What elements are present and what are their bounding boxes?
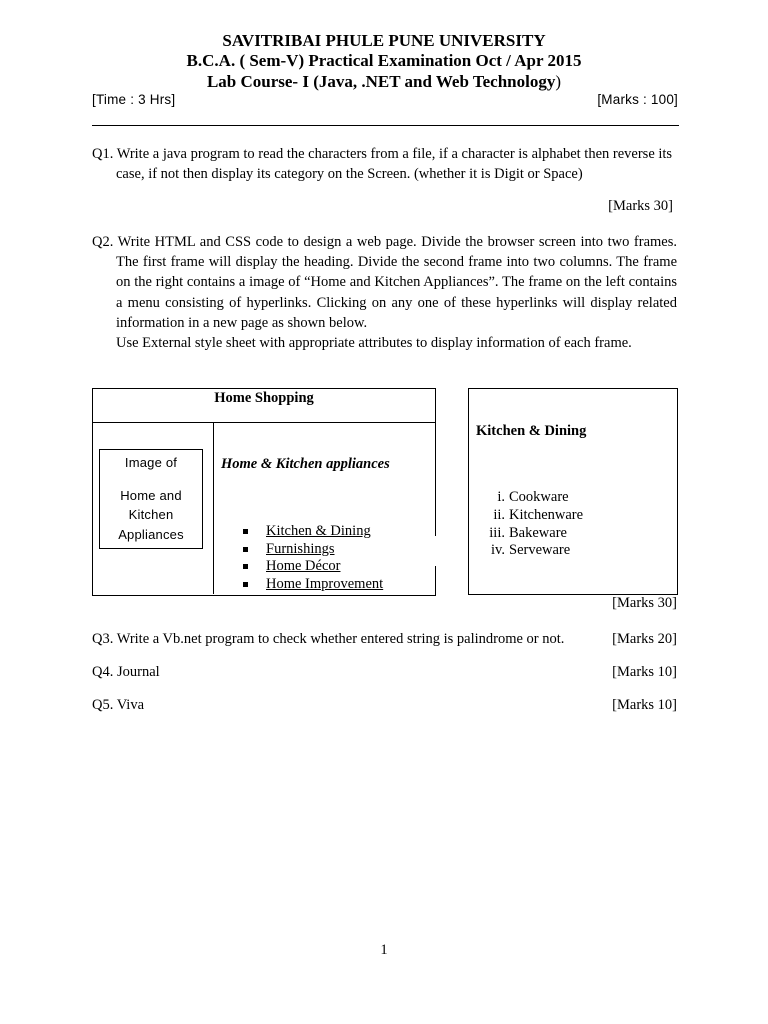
question-3-marks: [Marks 20] [612,631,677,647]
total-marks: [Marks : 100] [597,92,678,107]
question-2 [92,232,677,353]
category-number: ii. [493,506,505,523]
university-name: SAVITRIBAI PHULE PUNE UNIVERSITY [222,31,546,50]
heading-frame [92,388,436,423]
image-placeholder-line-1: Image of [124,455,178,470]
category-label: Bakeware [509,524,567,541]
question-2-stylesheet-note: Use External style sheet with appropriate attributes to display information of each frame. [116,335,632,352]
category-item [469,489,669,507]
image-placeholder [99,449,203,549]
course-title-close: ) [555,72,562,91]
image-placeholder-line-3: Kitchen [128,507,174,522]
menu-item [221,523,441,541]
bullet-icon [243,564,248,569]
category-label: Serveware [509,542,571,559]
question-4 [92,662,677,682]
question-3 [92,629,677,649]
details-frame [468,388,678,595]
category-list [469,489,669,560]
page-number: 1 [380,942,388,958]
image-placeholder-line-2: Home and [120,487,182,503]
category-item [469,542,669,560]
heading-frame-title: Home Shopping [214,390,314,406]
menu-item [221,576,441,594]
question-2-marks: [Marks 30] [612,595,677,611]
question-4-text: Q4. Journal [92,664,160,680]
category-item [469,525,669,543]
category-number: iv. [491,542,505,559]
category-item [469,507,669,525]
question-4-marks: [Marks 10] [612,664,677,680]
menu-item [221,558,441,576]
question-5-text: Q5. Viva [92,697,145,713]
question-5-marks: [Marks 10] [612,697,677,713]
menu-link[interactable]: Home Décor [266,558,341,574]
category-label: Cookware [509,489,569,505]
course-title [0,72,768,92]
exam-title: B.C.A. ( Sem-V) Practical Examination Oct / Apr 2015 [186,51,582,70]
question-3-text: Q3. Write a Vb.net program to check whether entered string is palindrome or not. [92,631,565,647]
menu-link[interactable]: Kitchen & Dining [266,523,371,539]
category-number: iii. [489,524,505,541]
details-frame-title: Kitchen & Dining [476,423,587,439]
question-5 [92,695,677,715]
menu-link[interactable]: Furnishings [266,540,335,557]
question-1-text: Q1. Write a java program to read the characters from a file, if a character is alphabet then reverse its case, if not then display its category on the Screen. (whether it is Digit or Space) [92,146,673,183]
bullet-icon [243,529,248,534]
exam-time: [Time : 3 Hrs] [92,92,176,107]
question-1-marks: [Marks 30] [608,198,673,214]
image-placeholder-line-4: Appliances [118,526,184,542]
menu-item [221,541,441,559]
section-title: Home & Kitchen appliances [221,456,390,472]
course-title-main: Lab Course- I (Java, .NET and Web Technology [206,72,556,91]
bullet-icon [243,547,248,552]
column-divider [213,422,214,594]
header-divider [92,125,679,126]
menu-link[interactable]: Home Improvement [266,575,384,592]
bullet-icon [243,582,248,587]
category-number: i. [497,489,505,505]
question-1 [92,144,677,184]
question-2-text: Q2. Write HTML and CSS code to design a web page. Divide the browser screen into two frames. The first frame will display the heading. Divide the second frame into two columns. The frame on the right contains a image of “Home and Kitchen Appliances”. The frame on the left contains a menu consisting of hyperlinks. Clicking on any one of these hyperlinks will display related information in a new page as shown below. [92,234,677,331]
category-label: Kitchenware [509,506,584,523]
menu-list [221,523,441,593]
